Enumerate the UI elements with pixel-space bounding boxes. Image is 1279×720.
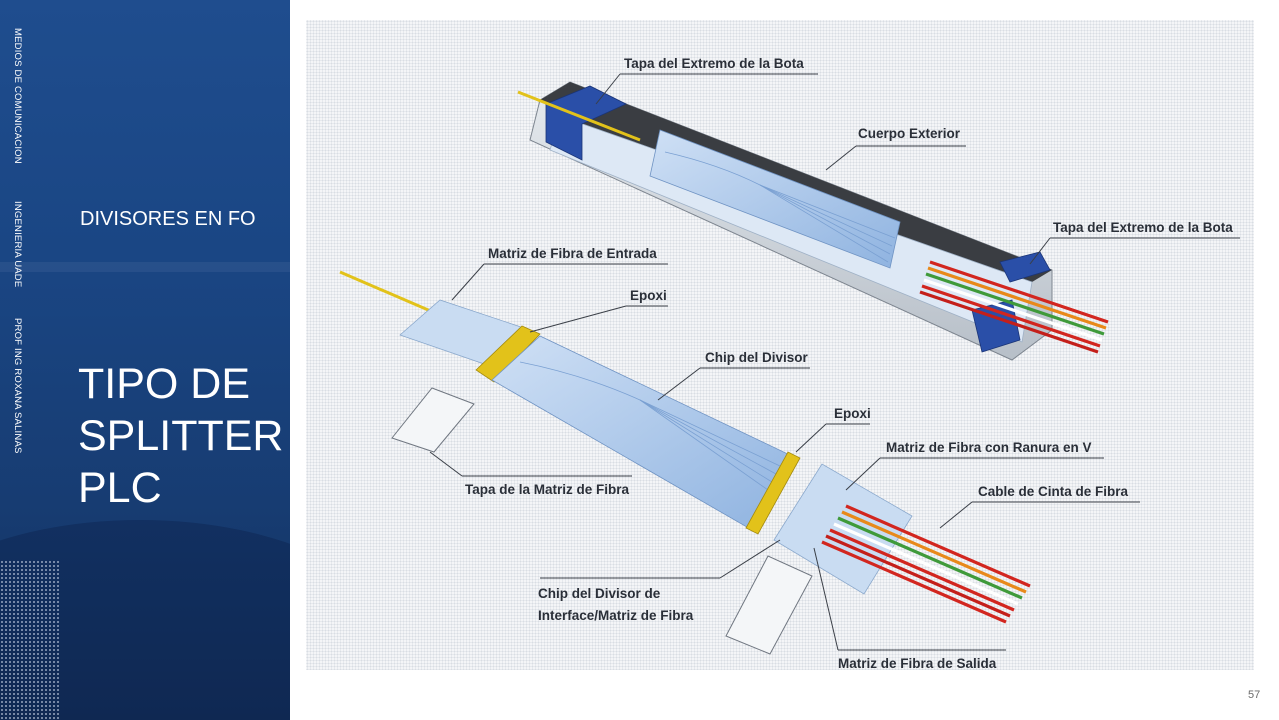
section-label: DIVISORES EN FO [80,208,256,230]
label-tapa-extremo-bota-right: Tapa del Extremo de la Bota [1053,220,1233,235]
label-matriz-fibra-salida: Matriz de Fibra de Salida [838,656,997,670]
label-epoxi-left: Epoxi [630,288,667,303]
label-matriz-ranura-v: Matriz de Fibra con Ranura en V [886,440,1092,455]
sidebar-dot-pattern [0,560,60,720]
label-cable-cinta-fibra: Cable de Cinta de Fibra [978,484,1129,499]
label-tapa-matriz-fibra: Tapa de la Matriz de Fibra [465,482,630,497]
assembled-splitter [518,82,1108,360]
plc-splitter-diagram [306,20,1254,670]
label-chip-divisor: Chip del Divisor [705,350,808,365]
slide-title [78,358,283,514]
professor-name: PROF ING ROXANA SALINAS [12,318,23,454]
diagram-canvas [306,20,1254,670]
sidebar-band [0,262,290,272]
sidebar [0,0,290,720]
splitter-chip [492,336,792,530]
title-line: PLC [78,464,162,512]
page-number: 57 [1248,689,1261,701]
institution-name: INGENIERIA UADE [12,201,23,288]
fiber-array-lid-right [726,556,812,654]
label-epoxi-right: Epoxi [834,406,871,421]
footer-vertical-text [12,28,26,478]
label-chip-interface-line1: Chip del Divisor de [538,586,661,601]
label-tapa-extremo-bota-top: Tapa del Extremo de la Bota [624,56,804,71]
exploded-view [340,272,1030,654]
title-line: SPLITTER [78,412,284,460]
label-chip-interface-line2: Interface/Matriz de Fibra [538,608,694,623]
course-name: MEDIOS DE COMUNICACION [12,28,23,164]
title-line: TIPO DE [78,360,251,408]
label-cuerpo-exterior: Cuerpo Exterior [858,126,961,141]
label-matriz-fibra-entrada: Matriz de Fibra de Entrada [488,246,657,261]
fiber-array-lid-left [392,388,474,452]
